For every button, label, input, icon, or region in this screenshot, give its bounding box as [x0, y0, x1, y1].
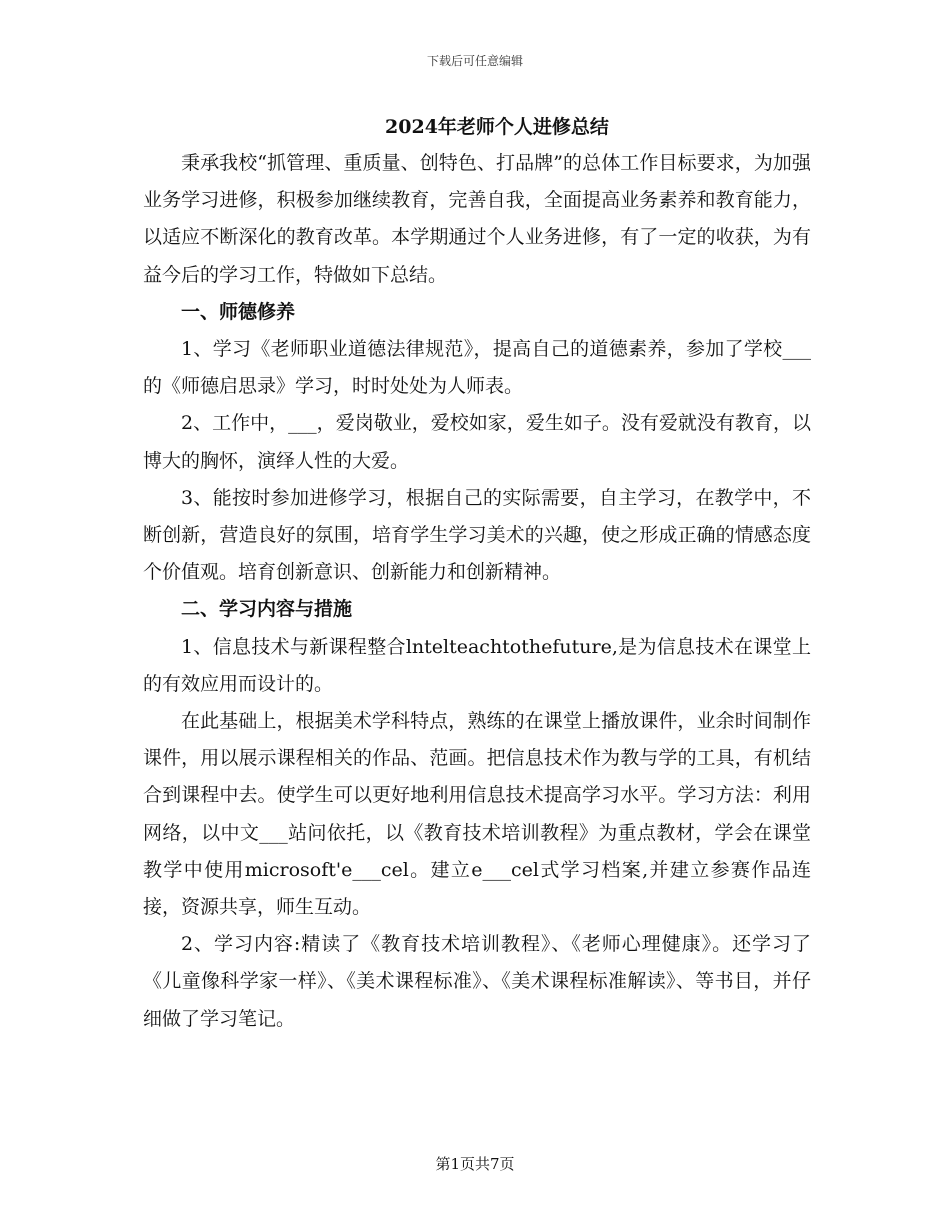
- page-number: 第1页共7页: [435, 1155, 515, 1173]
- study-item-2: 2、学习内容:精读了《教育技术培训教程》、《老师心理健康》。还学习了《儿童像科学家一样》、《美术课程标准》、《美术课程标准解读》、等书目，并仔细做了学习笔记。: [143, 933, 811, 1030]
- intro-paragraph: 秉承我校“抓管理、重质量、创特色、打品牌”的总体工作目标要求，为加强业务学习进修，积极参加继续教育，完善自我，全面提高业务素养和教育能力，以适应不断深化的教育改革。本学期通过个人业务进修，有了一定的收获，为有益今后的学习工作，特做如下总结。: [143, 152, 811, 286]
- document-title: 2024年老师个人进修总结: [385, 116, 609, 138]
- document-body: [143, 145, 811, 1038]
- study-detail-paragraph: 在此基础上，根据美术学科特点，熟练的在课堂上播放课件，业余时间制作课件，用以展示课程相关的作品、范画。把信息技术作为教与学的工具，有机结合到课程中去。使学生可以更好地利用信息技术提高学习水平。学习方法：利用网络，以中文___站问依托，以《教育技术培训教程》为重点教材，学会在课堂教学中使用microsoft'e___cel。建立e___cel式学习档案,并建立参赛作品连接，资源共享，师生互动。: [143, 710, 811, 919]
- ethics-item-2: 2、工作中，___，爱岗敬业，爱校如家，爱生如子。没有爱就没有教育，以博大的胸怀，演绎人性的大爱。: [143, 412, 811, 472]
- study-item-1: 1、信息技术与新课程整合lntelteachtothefuture,是为信息技术在课堂上的有效应用而设计的。: [143, 635, 811, 695]
- section-heading-study: 二、学习内容与措施: [181, 598, 353, 621]
- ethics-item-1: 1、学习《老师职业道德法律规范》，提高自己的道德素养，参加了学校___的《师德启思录》学习，时时处处为人师表。: [143, 338, 811, 398]
- section-heading-ethics: 一、师德修养: [181, 300, 296, 323]
- header-note: 下载后可任意编辑: [426, 54, 523, 68]
- ethics-item-3: 3、能按时参加进修学习，根据自己的实际需要，自主学习，在教学中，不断创新，营造良好的氛围，培育学生学习美术的兴趣，使之形成正确的情感态度个价值观。培育创新意识、创新能力和创新精神。: [143, 486, 811, 584]
